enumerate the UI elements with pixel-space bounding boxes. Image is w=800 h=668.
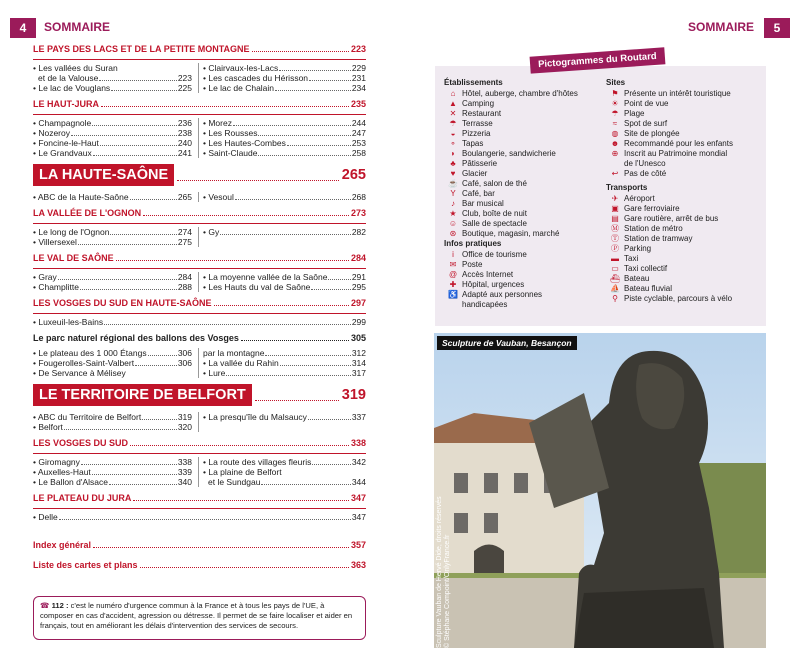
children-icon: ☻ [610, 139, 620, 148]
shared-taxi-icon: ▭ [611, 264, 619, 273]
hotel-icon: ⌂ [450, 89, 456, 98]
toc-entry[interactable]: • La plaine de Belfort [203, 467, 282, 477]
metro-icon: Ⓜ [611, 224, 619, 233]
toc-entry[interactable]: • ABC du Territoire de Belfort 319 [33, 412, 192, 422]
vauban-sculpture-photo [434, 333, 766, 648]
toc-section-plateau-du-jura[interactable]: LE PLATEAU DU JURA 347 [33, 493, 366, 503]
toc-liste-cartes[interactable]: Liste des cartes et plans 363 [33, 560, 366, 570]
left-page-number: 4 [10, 18, 36, 38]
toc-entry[interactable]: • Le plateau des 1 000 Étangs 306 [33, 348, 192, 358]
toc-section-haut-jura[interactable]: LE HAUT-JURA 235 [33, 99, 366, 109]
toc-entry[interactable]: • La vallée du Rahin 314 [203, 358, 366, 368]
toc-entry[interactable]: • Le long de l'Ognon 274 [33, 227, 192, 237]
music-bar-icon: ♪ [451, 199, 455, 208]
toc-entry[interactable]: • La moyenne vallée de la Saône 291 [203, 272, 366, 282]
toc-entry[interactable]: • Villersexel 275 [33, 237, 192, 247]
bakery-icon: ◗ [450, 149, 456, 158]
camping-icon: ▲ [449, 99, 457, 108]
hospital-icon: ✚ [449, 280, 457, 289]
left-header-title: SOMMAIRE [44, 20, 110, 34]
toc-entry[interactable]: • Le lac de Chalain 234 [203, 83, 366, 93]
toc-entry[interactable]: • Luxeuil-les-Bains 299 [33, 317, 366, 327]
post-office-icon: ✉ [449, 260, 457, 269]
toc-entry[interactable]: • Foncine-le-Haut 240 [33, 138, 192, 148]
diving-icon: ◍ [611, 129, 619, 138]
infos-pratiques-heading: Infos pratiques [444, 239, 502, 248]
toc-entry[interactable]: par la montagne 312 [203, 348, 366, 358]
right-page-number: 5 [764, 18, 790, 38]
tourist-interest-icon: ⚑ [611, 89, 619, 98]
photo-credit: Sculpture Vauban de Hervé Dide, droits réservés © Stéphane Compoint/OnlyFrance.fr [436, 496, 451, 648]
parking-icon: Ⓟ [611, 244, 619, 253]
beach-icon: ☂ [611, 109, 619, 118]
toc-entry[interactable]: • Fougerolles-Saint-Valbert 306 [33, 358, 192, 368]
toc-entry[interactable]: • Vesoul 268 [203, 192, 366, 202]
toc-entry[interactable]: • Lure 317 [203, 368, 366, 378]
toc-entry[interactable]: • ABC de la Haute-Saône 265 [33, 192, 192, 202]
train-station-icon: ▣ [611, 204, 619, 213]
toc-entry[interactable]: • Le lac de Vouglans 225 [33, 83, 192, 93]
toc-entry[interactable]: et de la Valouse 223 [38, 73, 192, 83]
nightclub-icon: ★ [449, 209, 457, 218]
taxi-icon: ▬ [611, 254, 619, 263]
page-header [0, 0, 800, 40]
toc-subsection-parc-ballons[interactable]: Le parc naturel régional des ballons des Vosges 305 [33, 333, 366, 343]
toc-entry[interactable]: • Les Hautes-Combes 253 [203, 138, 366, 148]
toc-entry[interactable]: • Morez 244 [203, 118, 366, 128]
viewpoint-icon: ☀ [611, 99, 619, 108]
ice-cream-icon: ♥ [450, 169, 456, 178]
internet-icon: @ [448, 270, 458, 279]
theatre-icon: ☺ [448, 219, 458, 228]
pictograms-title: Pictogrammes du Routard [530, 47, 666, 73]
toc-entry[interactable]: • Les Rousses 247 [203, 128, 366, 138]
bar-icon: Y [450, 189, 456, 198]
toc-entry[interactable]: • Champagnole 236 [33, 118, 192, 128]
toc-entry[interactable]: • Nozeroy 238 [33, 128, 192, 138]
side-step-icon: ↩ [611, 169, 619, 178]
shop-icon: ⊛ [449, 229, 457, 238]
sites-heading: Sites [606, 78, 626, 87]
toc-section-vosges-du-sud[interactable]: LES VOSGES DU SUD 338 [33, 438, 366, 448]
toc-entry[interactable]: • Les Hauts du val de Saône 295 [203, 282, 366, 292]
toc-entry[interactable]: et le Sundgau 344 [208, 477, 366, 487]
surf-icon: ≈ [612, 119, 618, 128]
toc-entry[interactable]: • De Servance à Mélisey [33, 368, 126, 378]
toc-entry[interactable]: • Les cascades du Hérisson 231 [203, 73, 366, 83]
pictos-left-column: Établissements ⌂ Hôtel, auberge, chambre d'hôtes ▲ Camping ✕ Restaurant ☂ Terrasse ◒ Pizzeria ⚬ Tapas ◗ Boulangerie, sandwicherie ♣ Pâtisserie ♥ Glacier ☕ Café, salon de thé Y Café, bar ♪ Bar musical ★ Club, boîte de nuit ☺ Salle de spectacle ⊛ Boutique, magasin, marché Infos pratiques i Office de tourisme ✉ Poste @ Accès Internet ✚ Hôpital, urgences ♿ Adapté aux personnes handicapées [444, 78, 606, 310]
table-of-contents [33, 44, 366, 574]
toc-entry[interactable]: • Le Grandvaux 241 [33, 148, 192, 158]
bus-icon: ▤ [611, 214, 619, 223]
toc-section-vosges-du-sud-haute-saone[interactable]: LES VOSGES DU SUD EN HAUTE-SAÔNE 297 [33, 298, 366, 308]
pictos-right-column: Sites ⚑ Présente un intérêt touristique ☀ Point de vue ☂ Plage ≈ Spot de surf ◍ Site de plongée ☻ Recommandé pour les enfants ⊕ Inscrit au Patrimoine mondial de l'Unesco ↩ Pas de côté Transports ✈ Aéroport ▣ Gare ferroviaire ▤ Gare routière, arrêt de bus Ⓜ Station de métro Ⓣ Station de tramway Ⓟ Parking ▬ Taxi ▭ Taxi collectif ⛴ Bateau ⛵ Bateau fluvial ⚲ Piste cyclable, parcours à vélo [606, 78, 764, 304]
etablissements-heading: Établissements [444, 78, 503, 87]
unesco-icon: ⊕ [611, 149, 619, 158]
toc-entry[interactable]: • Auxelles-Haut 339 [33, 467, 192, 477]
toc-entry[interactable]: • Le Ballon d'Alsace 340 [33, 477, 192, 487]
emergency-note: ☎ 112 : c'est le numéro d'urgence commun à la France et à tous les pays de l'UE, à composer en cas d'accident, agression ou détresse. Il permet de se faire localiser et aider en français, tout en améliorant les délais d'intervention des services de secours. [33, 596, 366, 640]
pastry-icon: ♣ [450, 159, 456, 168]
toc-part-belfort[interactable]: LE TERRITOIRE DE BELFORT 319 [33, 382, 366, 408]
toc-entry[interactable]: • Gy 282 [203, 227, 366, 237]
tea-room-icon: ☕ [448, 179, 458, 188]
tapas-icon: ⚬ [449, 139, 457, 148]
toc-entry[interactable]: • Les vallées du Suran [33, 63, 118, 73]
transports-heading: Transports [606, 183, 648, 192]
right-header-title: SOMMAIRE [688, 20, 754, 34]
toc-entry[interactable]: • Saint-Claude 258 [203, 148, 366, 158]
phone-icon: ☎ [40, 601, 50, 610]
photo-caption: Sculpture de Vauban, Besançon [437, 336, 577, 350]
toc-index-general[interactable]: Index général 357 [33, 540, 366, 550]
toc-section-val-de-saone[interactable]: LE VAL DE SAÔNE 284 [33, 253, 366, 263]
toc-entry[interactable]: • Giromagny 338 [33, 457, 192, 467]
toc-part-haute-saone[interactable]: LA HAUTE-SAÔNE 265 [33, 162, 366, 188]
river-boat-icon: ⛵ [610, 284, 620, 293]
airport-icon: ✈ [611, 194, 619, 203]
toc-entry[interactable]: • La presqu'île du Malsaucy 337 [203, 412, 366, 422]
pizzeria-icon: ◒ [450, 129, 456, 138]
bicycle-icon: ⚲ [612, 294, 618, 303]
toc-section-vallee-ognon[interactable]: LA VALLÉE DE L'OGNON 273 [33, 208, 366, 218]
toc-entry[interactable]: • Delle 347 [33, 512, 366, 522]
toc-entry[interactable]: • Clairvaux-les-Lacs 229 [203, 63, 366, 73]
accessibility-icon: ♿ [448, 290, 458, 299]
toc-entry[interactable]: • Champlitte 288 [33, 282, 192, 292]
toc-entry[interactable]: • La route des villages fleuris 342 [203, 457, 366, 467]
toc-entry[interactable]: • Gray 284 [33, 272, 192, 282]
terrace-icon: ☂ [449, 119, 457, 128]
toc-section-pays-des-lacs[interactable]: LE PAYS DES LACS ET DE LA PETITE MONTAGNE 223 [33, 44, 366, 54]
toc-entry[interactable]: • Belfort 320 [33, 422, 192, 432]
restaurant-icon: ✕ [449, 109, 457, 118]
boat-icon: ⛴ [609, 274, 621, 283]
toc-entries [33, 63, 366, 93]
tourist-office-icon: i [452, 250, 454, 259]
tramway-icon: Ⓣ [611, 234, 619, 243]
